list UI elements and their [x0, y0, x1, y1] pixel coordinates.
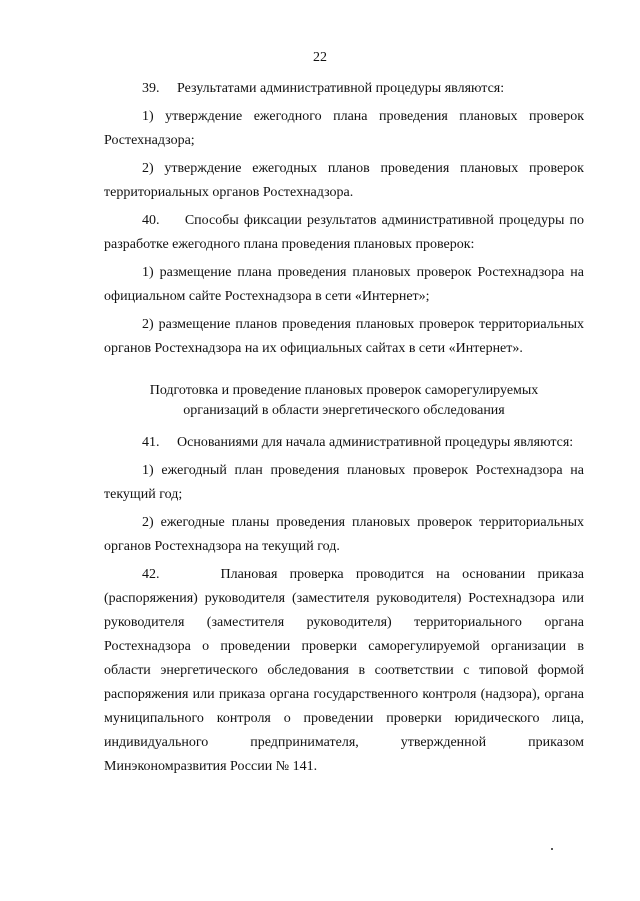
paragraph-39: 39. Результатами административной процедуры являются:: [142, 81, 505, 96]
paragraph-41-item-2: 2) ежегодные планы проведения плановых проверок территориальных органов Ростехнадзора на текущий год.: [104, 515, 584, 554]
section-heading-line-2: организаций в области энергетического обследования: [183, 403, 505, 418]
section-heading: [104, 381, 584, 421]
paragraph-40-item-2: 2) размещение планов проведения плановых проверок территориальных органов Ростехнадзора на их официальных сайтах в сети «Интернет».: [104, 317, 584, 356]
paragraph-39-item-1: 1) утверждение ежегодного плана проведения плановых проверок Ростехнадзора;: [104, 109, 584, 148]
document-body: [104, 77, 584, 783]
paragraph-40-item-1: 1) размещение плана проведения плановых проверок Ростехнадзора на официальном сайте Ростехнадзора в сети «Интернет»;: [104, 265, 584, 304]
paragraph-40: 40. Способы фиксации результатов административной процедуры по разработке ежегодного плана проведения плановых проверок:: [104, 213, 584, 252]
paragraph-39-item-2: 2) утверждение ежегодных планов проведения плановых проверок территориальных органов Ростехнадзора.: [104, 161, 584, 200]
section-heading-line-1: Подготовка и проведение плановых проверок саморегулируемых: [149, 383, 539, 398]
paragraph-42: 42. Плановая проверка проводится на основании приказа (распоряжения) руководителя (заместителя руководителя) Ростехнадзора или руководителя (заместителя руководителя) территориального органа Ростехнадзора о проведении проверки саморегулируемой организации в области энергетического обследования в соответствии с типовой формой распоряжения или приказа органа государственного контроля (надзора), органа муниципального контроля о проведении проверки юридического лица, индивидуального предпринимателя, утвержденной приказом Минэкономразвития России № 141.: [104, 567, 584, 774]
paragraph-41: 41. Основаниями для начала административной процедуры являются:: [142, 435, 574, 450]
paragraph-41-item-1: 1) ежегодный план проведения плановых проверок Ростехнадзора на текущий год;: [104, 463, 584, 502]
page-number: 22: [313, 50, 327, 65]
scan-speck: [551, 848, 553, 850]
